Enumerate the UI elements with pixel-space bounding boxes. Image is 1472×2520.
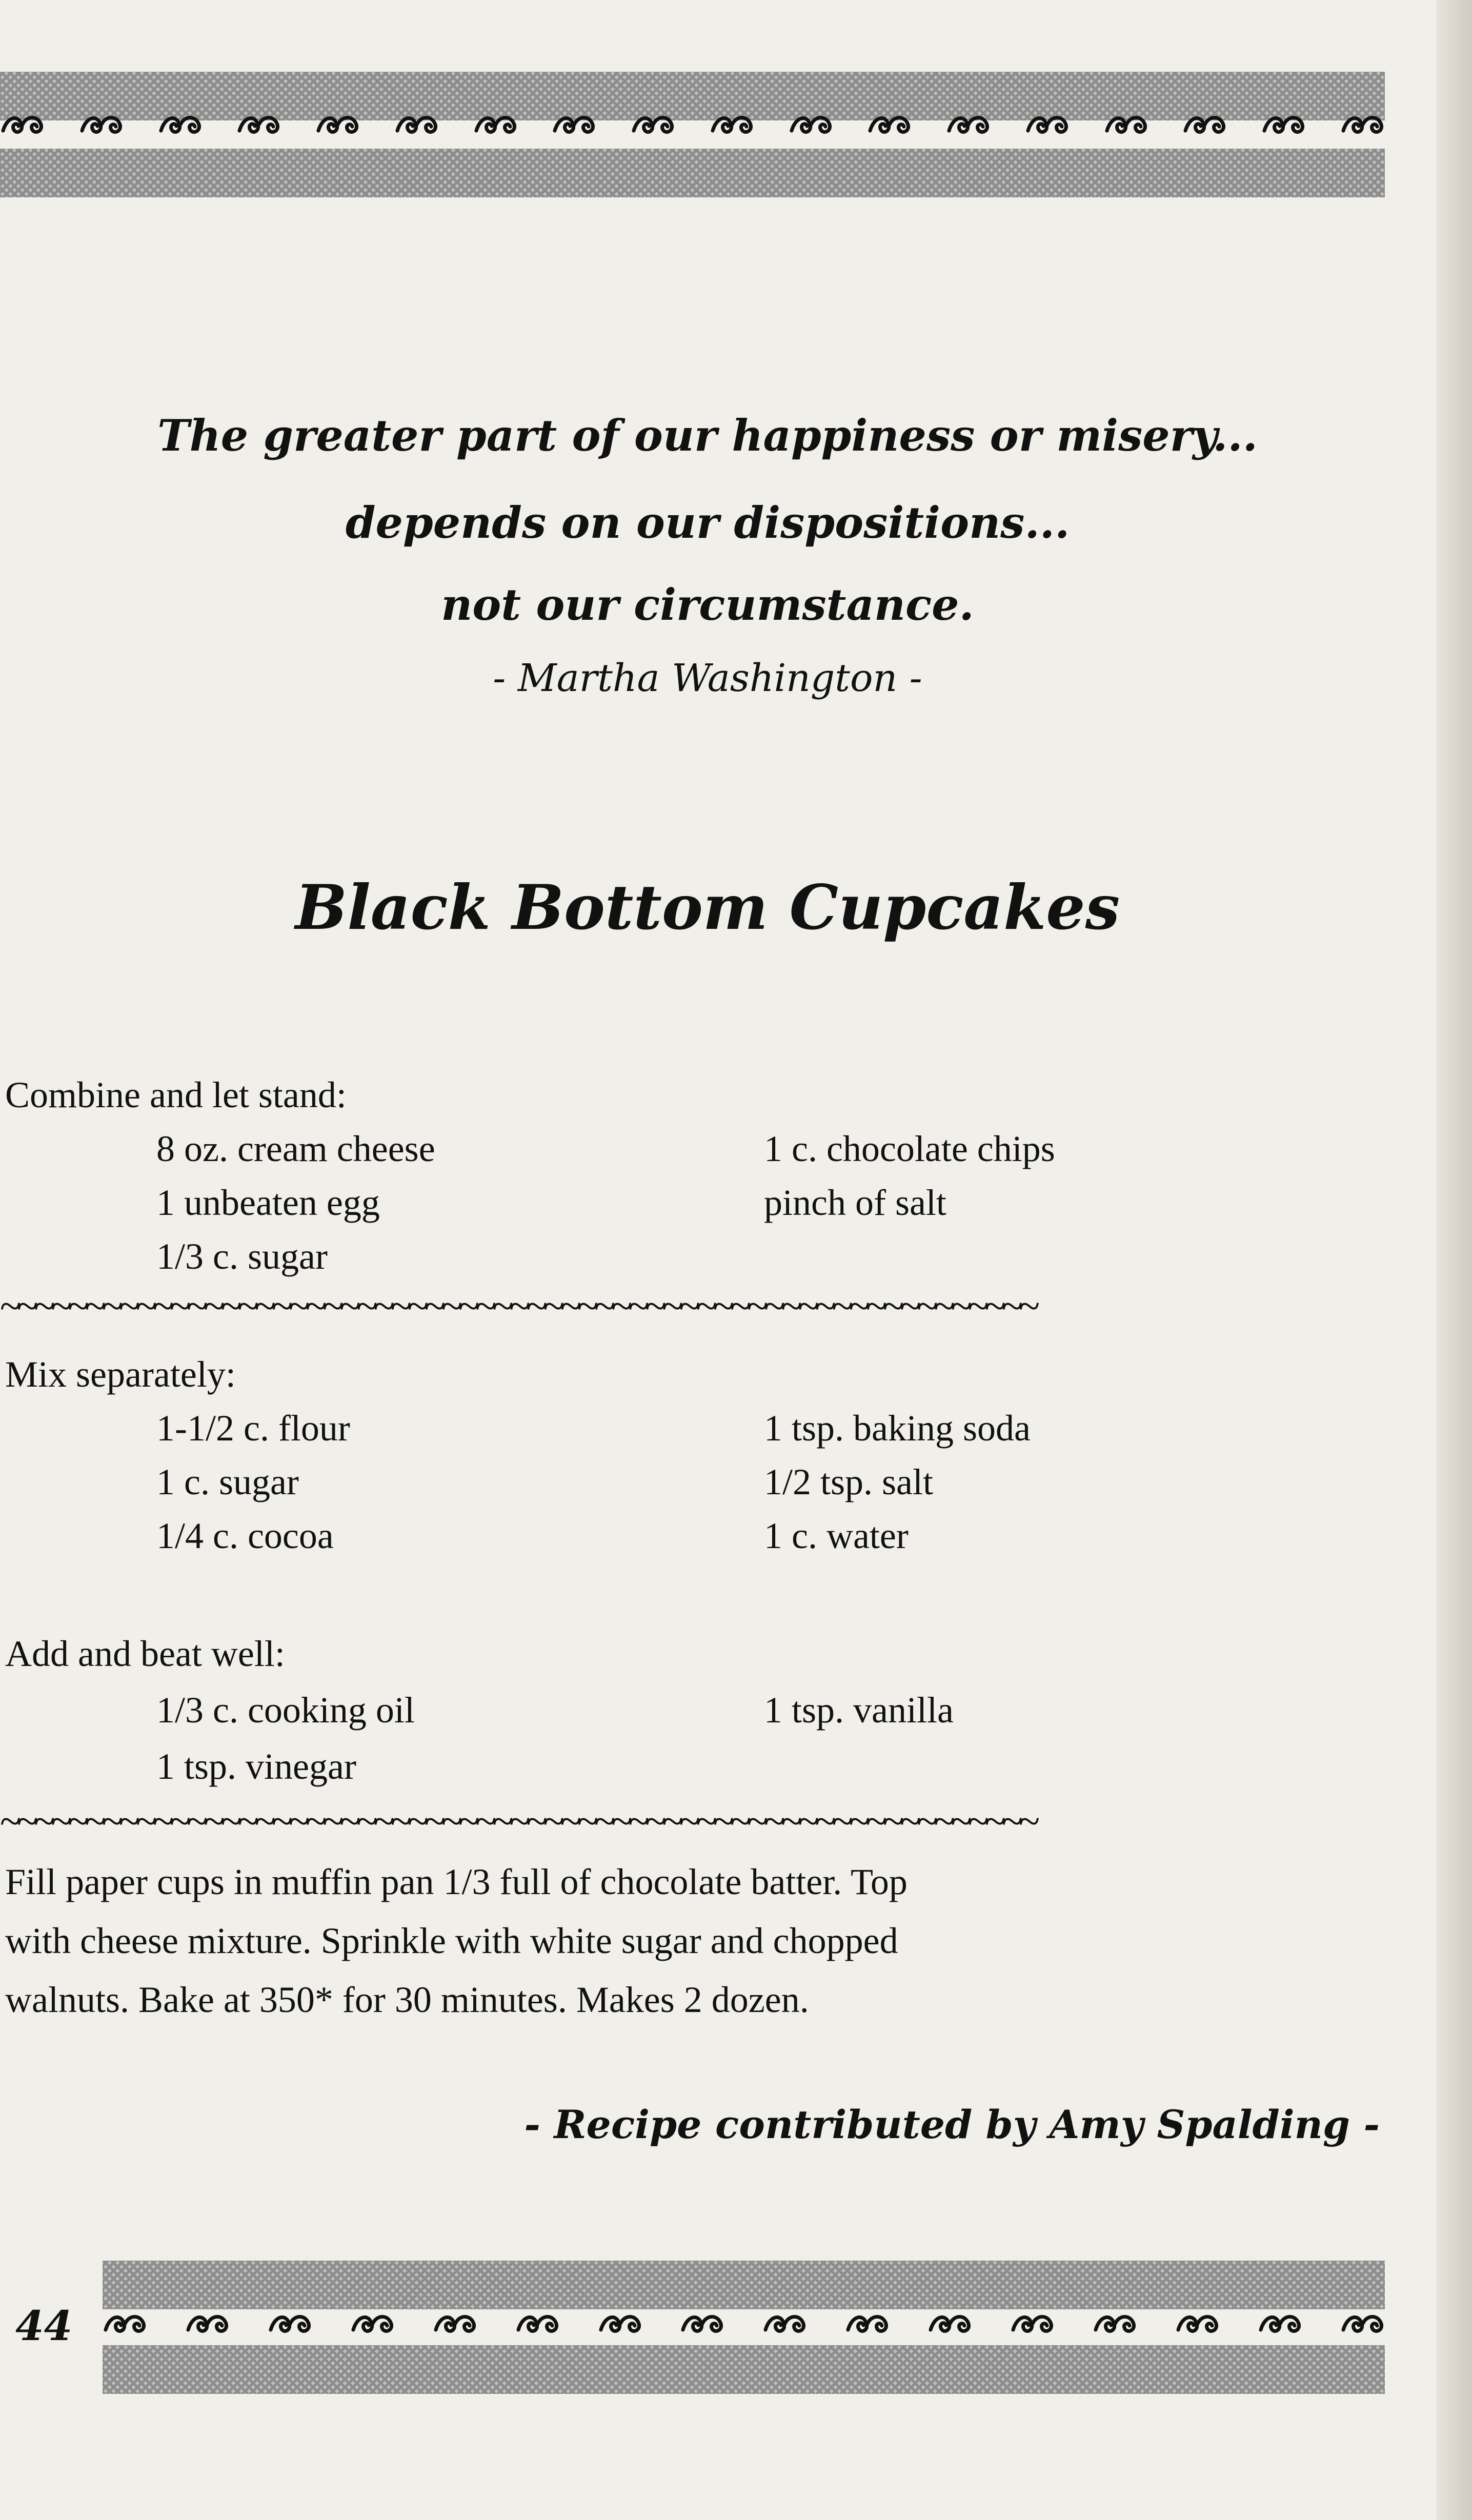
page-edge xyxy=(1436,0,1472,2520)
bottom-border-band-lower xyxy=(103,2345,1385,2394)
swirl-ornament-icon xyxy=(158,109,202,143)
swirl-ornament-icon xyxy=(236,109,280,143)
swirl-ornament-icon xyxy=(1104,109,1148,143)
ingredient: 1 unbeaten egg xyxy=(156,1182,380,1223)
swirl-ornament-icon xyxy=(867,109,911,143)
quote-line: The greater part of our happiness or misery... xyxy=(157,410,1258,461)
swirl-ornament-icon xyxy=(552,109,596,143)
swirl-ornament-icon xyxy=(1340,109,1384,143)
section-heading: Combine and let stand: xyxy=(5,1074,347,1115)
swirl-ornament-icon xyxy=(762,2308,806,2342)
swirl-ornament-icon xyxy=(79,109,123,143)
bottom-ornament-row xyxy=(103,2297,1384,2353)
tilde-separator: ~~~~~~~~~~~~~~~~~~~~~~~~~~~~~~~~~~~~~~~~~~~~~~~~~~~~~~~~~~~~~ xyxy=(0,1800,1036,1843)
instruction-line: Fill paper cups in muffin pan 1/3 full of chocolate batter. Top xyxy=(5,1861,908,1902)
ingredient: 1 tsp. vinegar xyxy=(156,1746,356,1787)
page-number: 44 xyxy=(15,2302,73,2350)
swirl-ornament-icon xyxy=(680,2308,724,2342)
swirl-ornament-icon xyxy=(598,2308,642,2342)
swirl-ornament-icon xyxy=(433,2308,477,2342)
swirl-ornament-icon xyxy=(103,2308,147,2342)
swirl-ornament-icon xyxy=(350,2308,394,2342)
swirl-ornament-icon xyxy=(845,2308,889,2342)
swirl-ornament-icon xyxy=(1175,2308,1219,2342)
ingredient: 1 c. sugar xyxy=(156,1461,299,1502)
instruction-line: walnuts. Bake at 350* for 30 minutes. Makes 2 dozen. xyxy=(5,1979,809,2020)
ingredient: 1/3 c. cooking oil xyxy=(156,1690,415,1731)
swirl-ornament-icon xyxy=(1340,2308,1384,2342)
swirl-ornament-icon xyxy=(0,109,44,143)
swirl-ornament-icon xyxy=(185,2308,229,2342)
top-border-band-lower xyxy=(0,149,1385,197)
instruction-line: with cheese mixture. Sprinkle with white sugar and chopped xyxy=(5,1920,898,1961)
swirl-ornament-icon xyxy=(394,109,438,143)
swirl-ornament-icon xyxy=(1261,109,1305,143)
swirl-ornament-icon xyxy=(1182,109,1226,143)
ingredient: 1/3 c. sugar xyxy=(156,1236,328,1277)
swirl-ornament-icon xyxy=(1025,109,1069,143)
ingredient: 1/2 tsp. salt xyxy=(764,1461,934,1502)
section-heading: Mix separately: xyxy=(5,1354,236,1395)
swirl-ornament-icon xyxy=(268,2308,312,2342)
ingredient: 1 c. chocolate chips xyxy=(764,1128,1055,1169)
ingredient: 8 oz. cream cheese xyxy=(156,1128,435,1169)
swirl-ornament-icon xyxy=(631,109,675,143)
swirl-ornament-icon xyxy=(789,109,833,143)
ingredient: pinch of salt xyxy=(764,1182,946,1223)
swirl-ornament-icon xyxy=(315,109,359,143)
quote-author: - Martha Washington - xyxy=(493,656,922,700)
swirl-ornament-icon xyxy=(473,109,517,143)
ingredient: 1/4 c. cocoa xyxy=(156,1515,334,1556)
swirl-ornament-icon xyxy=(1010,2308,1054,2342)
recipe-credit: - Recipe contributed by Amy Spalding - xyxy=(524,2102,1380,2147)
swirl-ornament-icon xyxy=(515,2308,559,2342)
top-ornament-row xyxy=(0,97,1384,154)
tilde-separator: ~~~~~~~~~~~~~~~~~~~~~~~~~~~~~~~~~~~~~~~~~~~~~~~~~~~~~~~~~~~~~ xyxy=(0,1285,1036,1328)
ingredient: 1 tsp. vanilla xyxy=(764,1690,954,1731)
swirl-ornament-icon xyxy=(1258,2308,1302,2342)
ingredient: 1 tsp. baking soda xyxy=(764,1408,1031,1449)
swirl-ornament-icon xyxy=(1093,2308,1137,2342)
swirl-ornament-icon xyxy=(710,109,754,143)
ingredient: 1-1/2 c. flour xyxy=(156,1408,350,1449)
recipe-title: Black Bottom Cupcakes xyxy=(295,871,1120,944)
quote-line: not our circumstance. xyxy=(441,579,974,630)
swirl-ornament-icon xyxy=(946,109,990,143)
section-heading: Add and beat well: xyxy=(5,1633,285,1674)
swirl-ornament-icon xyxy=(927,2308,972,2342)
quote-line: depends on our dispositions... xyxy=(345,497,1070,548)
ingredient: 1 c. water xyxy=(764,1515,909,1556)
